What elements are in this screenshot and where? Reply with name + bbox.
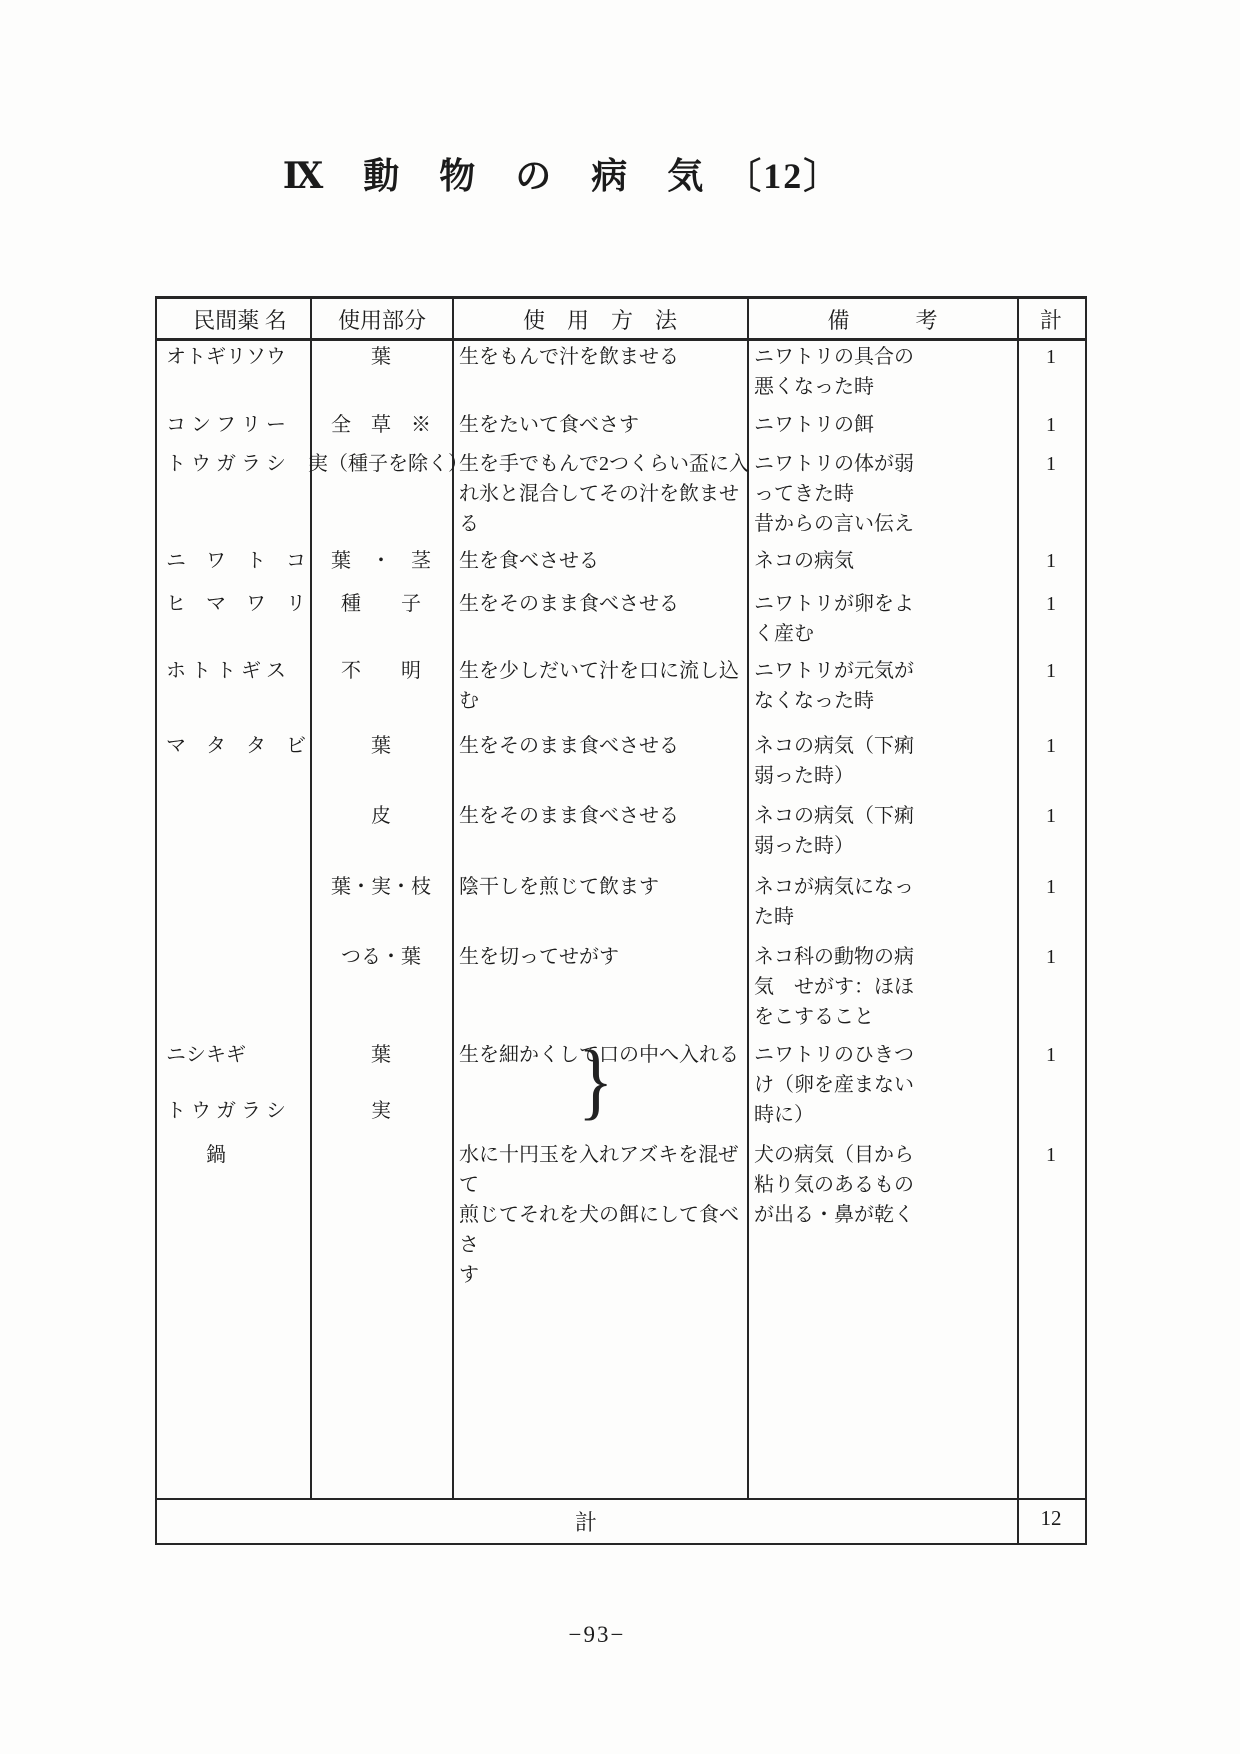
remarks-cell: ネコの病気 — [754, 550, 854, 572]
folk-name-cell: ニシキギ — [166, 1044, 246, 1066]
count-cell: 1 — [1046, 550, 1056, 572]
method-cell: 生を少しだいて汁を口に流し込む — [459, 660, 739, 712]
method-cell: 生を切ってせがす — [459, 946, 619, 968]
folk-name-cell: 鍋 — [166, 1144, 226, 1166]
folk-name-cell: ヒ マ ワ リ — [166, 593, 306, 615]
count-cell: 1 — [1046, 1044, 1056, 1066]
footer-total-label: 計 — [574, 1510, 597, 1535]
method-cell: 生をそのまま食べさせる — [459, 593, 679, 615]
remarks-cell: ニワトリの具合の 悪くなった時 — [754, 346, 914, 398]
header-bottom-border — [155, 338, 1087, 341]
method-cell: 生をもんで汁を飲ませる — [459, 346, 679, 368]
header-used-part: 使用部分 — [337, 308, 426, 333]
count-cell: 1 — [1046, 593, 1056, 615]
method-cell: 水に十円玉を入れアズキを混ぜて 煎じてそれを犬の餌にして食べさ す — [459, 1144, 739, 1286]
part-cell: 葉 ・ 茎 — [331, 550, 431, 572]
table-border-right — [1085, 296, 1087, 1545]
folk-name-cell: ト ウ ガ ラ シ — [166, 453, 286, 475]
remarks-cell: ネコが病気になっ た時 — [754, 876, 914, 928]
column-divider-remarks-count — [1017, 296, 1019, 1545]
count-cell: 1 — [1046, 660, 1056, 682]
remarks-cell: ネコ科の動物の病 気 せがす：ほほ をこすること — [754, 946, 914, 1028]
folk-name-cell: ホ ト ト ギ ス — [166, 660, 286, 682]
part-cell: 実 — [371, 1100, 391, 1122]
remarks-cell: ニワトリのひきつ け（卵を産まない 時に） — [754, 1044, 914, 1126]
count-cell: 1 — [1046, 735, 1056, 757]
remarks-cell: ニワトリの体が弱 ってきた時 昔からの言い伝え — [754, 453, 914, 535]
count-cell: 1 — [1046, 805, 1056, 827]
method-cell: 生をそのまま食べさせる — [459, 805, 679, 827]
method-cell: 生を細かくして口の中へ入れる — [459, 1044, 739, 1066]
table-border-left — [155, 296, 157, 1545]
header-usage-method: 使 用 方 法 — [522, 308, 677, 333]
count-cell: 1 — [1046, 1144, 1056, 1166]
remarks-cell: ネコの病気（下痢 弱った時） — [754, 805, 914, 857]
part-cell: 全 草 ※ — [331, 414, 431, 436]
part-cell: 不 明 — [341, 660, 421, 682]
part-cell: 葉 — [371, 1044, 391, 1066]
part-cell: 葉・実・枝 — [331, 876, 431, 898]
part-cell: 実（種子を除く） — [308, 453, 468, 475]
folk-name-cell: コ ン フ リ ー — [166, 414, 286, 436]
footer-top-border — [155, 1498, 1087, 1500]
part-cell: 種 子 — [341, 593, 421, 615]
table-border-bottom — [155, 1543, 1087, 1545]
folk-name-cell: オトギリソウ — [166, 346, 286, 368]
folk-name-cell: マ タ タ ビ — [166, 735, 306, 757]
remarks-cell: ニワトリが卵をよ く産む — [754, 593, 914, 645]
part-cell: 皮 — [371, 805, 391, 827]
remarks-cell: ニワトリが元気が なくなった時 — [754, 660, 914, 712]
part-cell: つる・葉 — [341, 946, 421, 968]
part-cell: 葉 — [371, 735, 391, 757]
count-cell: 1 — [1046, 946, 1056, 968]
table-border-top — [155, 296, 1087, 299]
count-cell: 1 — [1046, 346, 1056, 368]
method-cell: 生を手でもんで2つくらい盃に入 れ氷と混合してその汁を飲ませる — [459, 453, 749, 535]
folk-name-cell: ト ウ ガ ラ シ — [166, 1100, 286, 1122]
part-cell: 葉 — [371, 346, 391, 368]
header-count: 計 — [1039, 308, 1062, 333]
method-cell: 生を食べさせる — [459, 550, 599, 572]
method-cell: 生をたいて食べさす — [459, 414, 639, 436]
count-cell: 1 — [1046, 414, 1056, 436]
grouping-brace: } — [578, 1032, 614, 1128]
remarks-cell: 犬の病気（目から 粘り気のあるもの が出る・鼻が乾く — [754, 1144, 914, 1226]
method-cell: 生をそのまま食べさせる — [459, 735, 679, 757]
count-cell: 1 — [1046, 876, 1056, 898]
page-title: Ⅸ 動 物 の 病 気 〔12〕 — [282, 156, 842, 196]
header-remarks: 備 考 — [827, 308, 938, 333]
method-cell: 陰干しを煎じて飲ます — [459, 876, 659, 898]
folk-name-cell: ニ ワ ト コ — [166, 550, 306, 572]
remarks-cell: ネコの病気（下痢 弱った時） — [754, 735, 914, 787]
page-number: −93− — [568, 1622, 626, 1647]
header-folk-medicine-name: 民間薬 名 — [193, 308, 287, 333]
footer-total-value: 12 — [1040, 1506, 1062, 1530]
count-cell: 1 — [1046, 453, 1056, 475]
remarks-cell: ニワトリの餌 — [754, 414, 874, 436]
